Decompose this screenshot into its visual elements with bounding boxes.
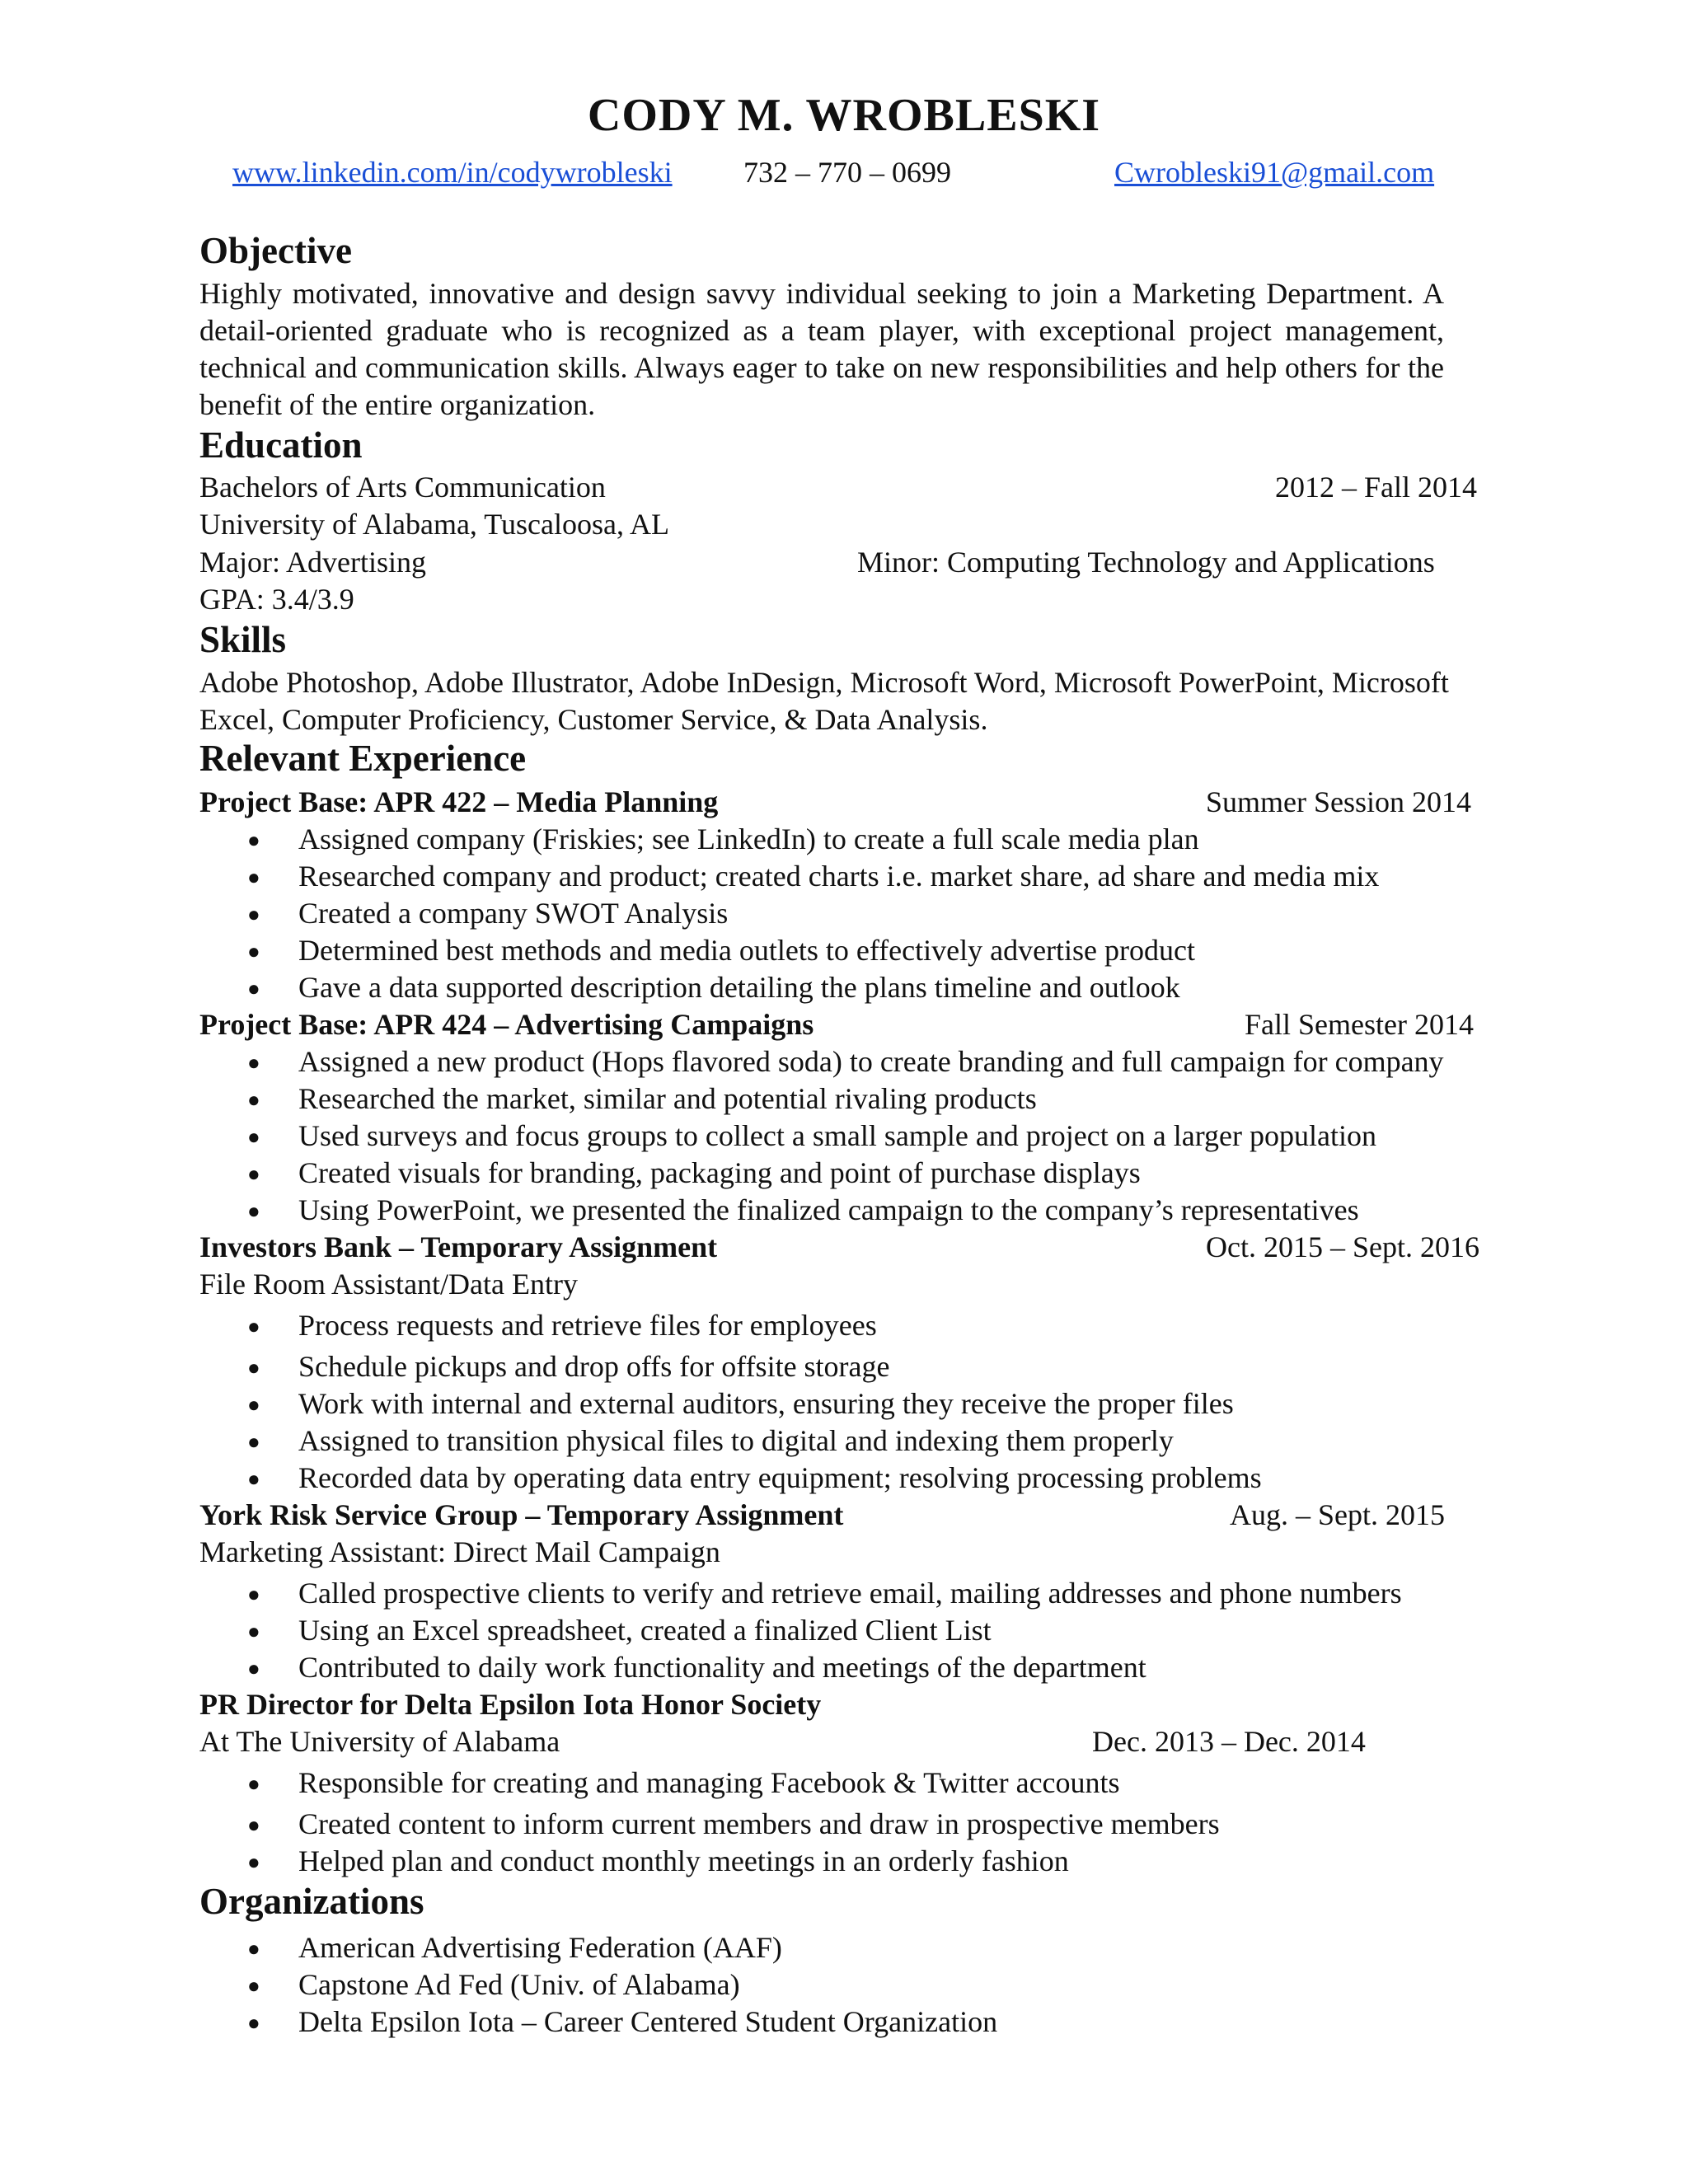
education-gpa: GPA: 3.4/3.9	[199, 583, 354, 616]
bullet-icon: ●	[247, 977, 260, 1001]
bullet-icon: ●	[247, 865, 260, 889]
experience-heading: Relevant Experience	[199, 738, 527, 779]
bullet-icon: ●	[247, 1430, 260, 1454]
job-title: Investors Bank – Temporary Assignment	[199, 1230, 718, 1263]
bullet-icon: ●	[247, 1813, 260, 1837]
bullet-icon: ●	[247, 1582, 260, 1606]
job-dates: Dec. 2013 – Dec. 2014	[1092, 1725, 1366, 1758]
education-heading: Education	[199, 424, 363, 466]
job-title: PR Director for Delta Epsilon Iota Honor Society	[199, 1688, 822, 1721]
bullet-icon: ●	[247, 1356, 260, 1380]
bullet-icon: ●	[247, 940, 260, 963]
bullet-icon: ●	[247, 1199, 260, 1223]
bullet-icon: ●	[247, 1088, 260, 1112]
job-dates: Oct. 2015 – Sept. 2016	[1206, 1230, 1479, 1263]
bullet-icon: ●	[247, 1162, 260, 1186]
linkedin-link[interactable]: www.linkedin.com/in/codywrobleski	[232, 156, 673, 189]
skills-text: Adobe Photoshop, Adobe Illustrator, Adobe InDesign, Microsoft Word, Microsoft PowerPoint, Microsoft Excel, Computer Proficiency, Customer Service, & Data Analysis.	[199, 666, 1449, 736]
bullet-icon: ●	[247, 1619, 260, 1643]
bullet-icon: ●	[247, 1051, 260, 1075]
job-subtitle: At The University of Alabama	[199, 1725, 560, 1758]
bullet-icon: ●	[247, 1850, 260, 1874]
candidate-name: CODY M. WROBLESKI	[587, 90, 1101, 141]
resume-page: CODY M. WROBLESKI www.linkedin.com/in/codywrobleski 732 – 770 – 0699 Cwrobleski91@gmail.com Objective Highly motivated, innovative and design savvy individual seeking to join a Marketing Department. A detail-oriented graduate who is recognized as a team player, with exceptional project management, technical and communication skills. Always eager to take on new responsibilities and help others for the benefit of the entire organization. Education Bachelors of Arts Communication 2012 – Fall 2014 University of Alabama, Tuscaloosa, AL Major: Advertising Minor: Computing Technology and Applications GPA: 3.4/3.9 Skills Adobe Photoshop, Adobe Illustrator, Adobe InDesign, Microsoft Word, Microsoft PowerPoint, Microsoft Excel, Computer Proficiency, Customer Service, & Data Analysis. Relevant Experience Project Base: APR 422 – Media Planning Summer Session 2014 ● Assigned company (Friskies; see LinkedIn) to create a full scale media plan ● Researched company and product; created charts i.e. market share, ad share and media mix ● Created a company SWOT Analysis ● Determined best methods and media outlets to effectively advertise product ● Gave a data supported description detailing the plans timeline and outlook Project Base: APR 424 – Advertising Campaigns Fall Semester 2014 ● Assigned a new product (Hops flavored soda) to create branding and full campaign for company ● Researched the market, similar and potential rivaling products ● Used surveys and focus groups to collect a small sample and project on a larger population ● Created visuals for branding, packaging and point of purchase displays ● Using PowerPoint, we presented the finalized campaign to the company’s representatives Investors Bank – Temporary Assignment Oct. 2015 – Sept. 2016 File Room Assistant/Data Entry ● Process requests and retrieve files for employees ● Schedule pickups and drop offs for offsite storage ● Work with internal and external auditors, ensuring they receive the proper files ● Assigned to transition physical files to digital and indexing them properly ● Recorded data by operating data entry equipment; resolving processing problems York Risk Service Group – Temporary Assignment Aug. – Sept. 2015 Marketing Assistant: Direct Mail Campaign ● Called prospective clients to verify and retrieve email, mailing addresses and phone numbers ● Using an Excel spreadsheet, created a finalized Client List ● Contributed to daily work functionality and meetings of the department PR Director for Delta Epsilon Iota Honor Society At The University of Alabama Dec. 2013 – Dec. 2014 ● Responsible for creating and managing Facebook & Twitter accounts ● Created content to inform current members and draw in prospective members ● Helped plan and conduct monthly meetings in an orderly fashion Organizations ● American Advertising Federation (AAF) ● Capstone Ad Fed (Univ. of Alabama) ● Delta Epsilon Iota – Career Centered Student Organization	[0, 0, 1688, 2184]
bullet-icon: ●	[247, 1657, 260, 1680]
objective-text: Highly motivated, innovative and design savvy individual seeking to join a Marketing Department. A detail-oriented graduate who is recognized as a team player, with exceptional project management, technical and communication skills. Always eager to take on new responsibilities and help others for the benefit of the entire organization.	[199, 277, 1444, 421]
job-title: Project Base: APR 424 – Advertising Campaigns	[199, 1008, 814, 1041]
bullet-icon: ●	[247, 2011, 260, 2035]
bullet-icon: ●	[247, 828, 260, 852]
job-dates: Aug. – Sept. 2015	[1230, 1498, 1445, 1531]
bullet-icon: ●	[247, 1315, 260, 1338]
job-dates: Summer Session 2014	[1206, 785, 1472, 818]
education-major: Major: Advertising	[199, 546, 426, 579]
job-title: Project Base: APR 422 – Media Planning	[199, 785, 719, 818]
job-title: York Risk Service Group – Temporary Assignment	[199, 1498, 844, 1531]
education-school: University of Alabama, Tuscaloosa, AL	[199, 508, 669, 541]
education-minor: Minor: Computing Technology and Applications	[857, 546, 1435, 579]
phone-number: 732 – 770 – 0699	[743, 156, 951, 189]
bullet-icon: ●	[247, 1772, 260, 1796]
objective-heading: Objective	[199, 230, 352, 271]
organizations-heading: Organizations	[199, 1881, 424, 1922]
bullet-icon: ●	[247, 1467, 260, 1491]
education-degree: Bachelors of Arts Communication	[199, 471, 606, 504]
email-link[interactable]: Cwrobleski91@gmail.com	[1114, 156, 1435, 189]
bullet-icon: ●	[247, 1393, 260, 1417]
bullet-icon: ●	[247, 902, 260, 926]
job-subtitle: File Room Assistant/Data Entry	[199, 1268, 578, 1301]
job-dates: Fall Semester 2014	[1245, 1008, 1474, 1041]
bullet-icon: ●	[247, 1974, 260, 1998]
bullet-icon: ●	[247, 1125, 260, 1149]
job-subtitle: Marketing Assistant: Direct Mail Campaign	[199, 1535, 720, 1568]
bullet-icon: ●	[247, 1937, 260, 1961]
education-dates: 2012 – Fall 2014	[1275, 471, 1478, 504]
skills-heading: Skills	[199, 619, 287, 660]
